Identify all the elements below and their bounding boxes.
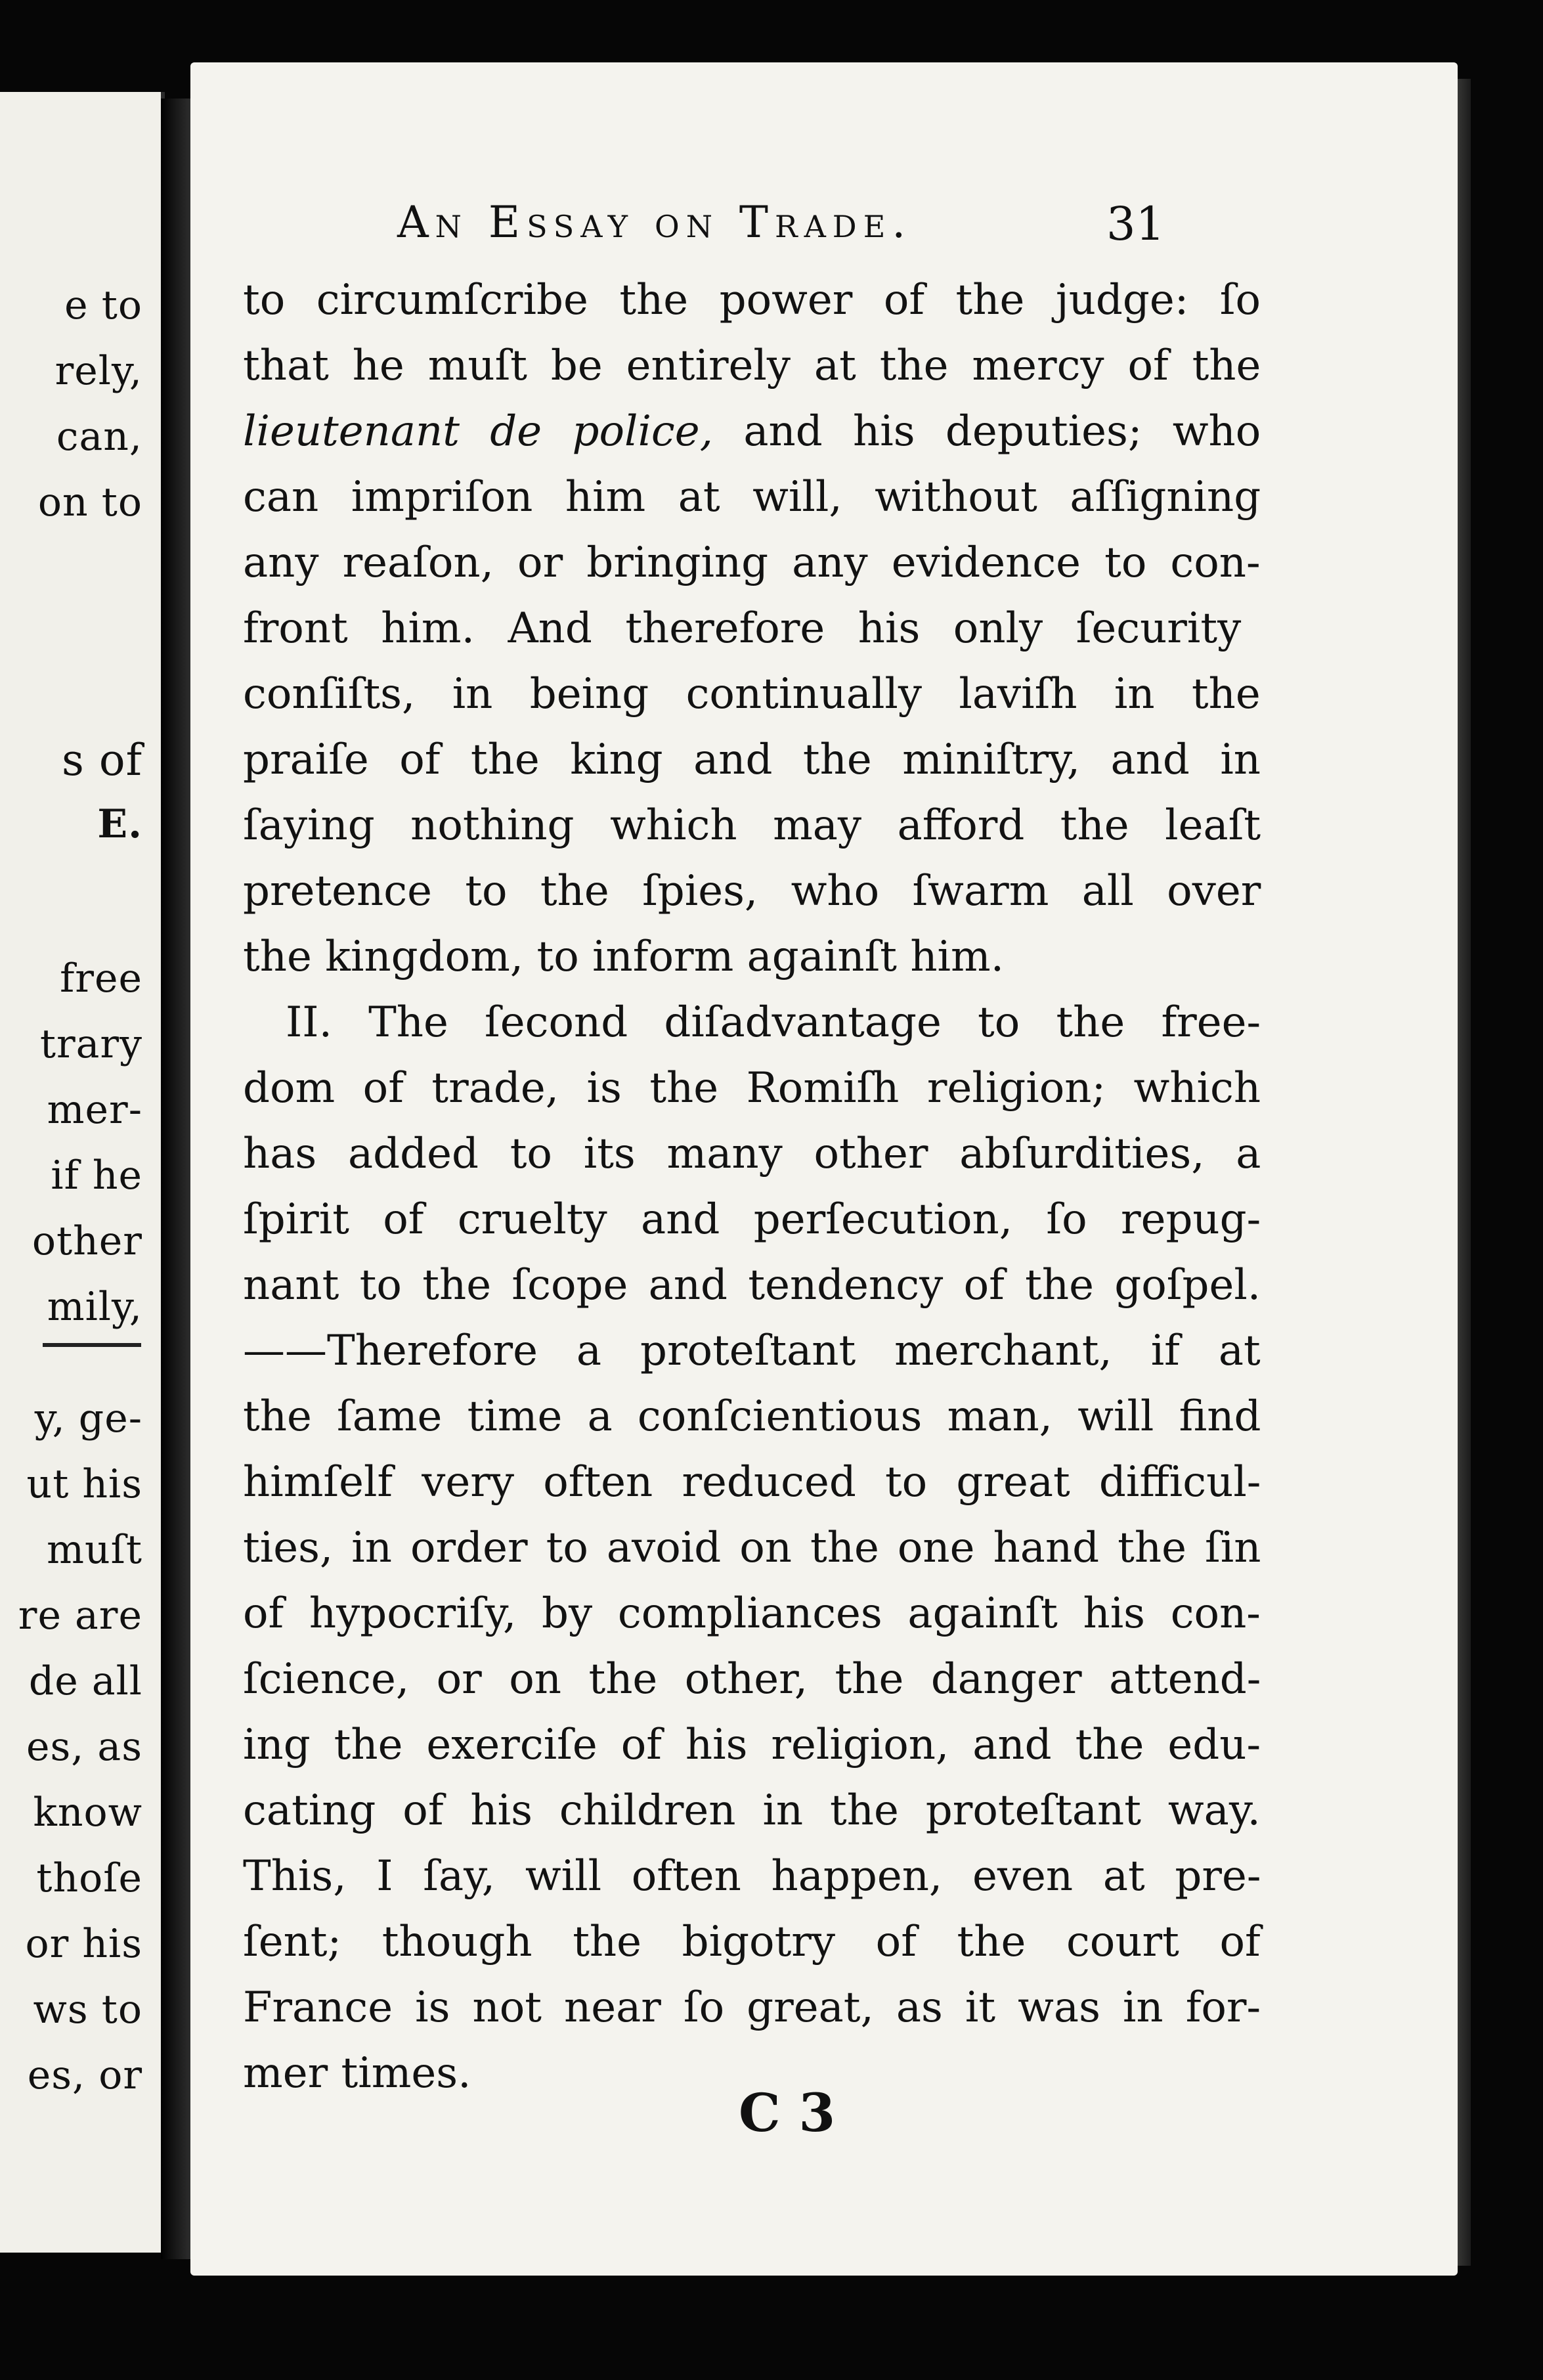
text-line [243,407,1261,456]
text-line: to circumſcribe the power of the judge: ſo [243,276,1261,324]
text-line: can impriſon him at will, without aſſigning [243,473,1261,521]
left-page-line: e to [64,282,142,328]
left-page-line: de all [28,1658,142,1704]
text-line: ſcience, or on the other, the danger attend- [243,1655,1261,1704]
page-number: 31 [1106,197,1165,251]
left-page-line: E. [97,801,142,847]
left-page-line: other [32,1218,142,1264]
left-page-line: s of [61,735,142,785]
text-line: himſelf very often reduced to great difficul- [243,1458,1261,1507]
text-line: II. The ſecond diſadvantage to the free- [286,998,1261,1047]
left-page-line: trary [39,1021,142,1067]
left-page-line: y, ge- [34,1396,142,1442]
text-line: the kingdom, to inform againſt him. [243,933,1005,981]
left-page-line: ut his [26,1461,142,1507]
text-line: of hypocriſy, by compliances againſt his con- [243,1589,1261,1638]
text-line: praiſe of the king and the miniſtry, and in [243,736,1261,784]
text-line: ——Therefore a proteſtant merchant, if at [243,1327,1261,1375]
left-page-line: re are [18,1593,142,1639]
text-line: ing the exerciſe of his religion, and the edu- [243,1721,1261,1769]
text-line: conſiſts, in being continually laviſh in the [243,670,1261,718]
text-line: ſent; though the bigotry of the court of [243,1918,1261,1966]
left-page-line: on to [37,479,142,525]
text-line: any reaſon, or bringing any evidence to con- [243,539,1261,587]
text-line: ſaying nothing which may afford the leaſt [243,801,1261,850]
left-page-line: es, or [27,2052,142,2098]
left-page-line: can, [56,414,142,460]
left-page-line: or his [25,1921,142,1967]
italic-phrase: lieutenant de police, [243,407,713,456]
text-line: has added to its many other abſurdities, a [243,1130,1261,1178]
left-page-line: ws to [33,1987,142,2033]
left-facing-page [0,92,165,2253]
left-page-line: if he [51,1153,142,1199]
signature-mark: C 3 [739,2082,836,2144]
left-page-line: muſt [47,1527,142,1573]
left-page-rule [43,1343,141,1347]
text-line: This, I ſay, will often happen, even at pre- [243,1852,1261,1901]
text-line: that he muſt be entirely at the mercy of the [243,342,1261,390]
text-line: France is not near ſo great, as it was in for- [243,1983,1261,2032]
text-line: nant to the ſcope and tendency of the goſpel. [243,1261,1261,1310]
text-line: ties, in order to avoid on the one hand the ſin [243,1524,1261,1572]
text-line: front him. And therefore his only ſecurity [243,604,1242,653]
text-line: mer times. [243,2049,471,2098]
text-line: pretence to the ſpies, who ſwarm all over [243,867,1261,915]
left-page-line: thoſe [36,1855,142,1901]
text-line: the ſame time a conſcientious man, will find [243,1392,1261,1441]
text-line: dom of trade, is the Romiſh religion; which [243,1064,1261,1113]
running-header: An Essay on Trade. [397,197,913,248]
left-page-line: know [33,1790,142,1836]
left-page-line: es, as [26,1724,142,1770]
left-page-line: mer- [47,1087,142,1133]
left-page-line: rely, [54,348,142,394]
text-segment: and his deputies; who [712,407,1261,456]
left-page-line: mily, [47,1284,142,1330]
left-page-line: free [60,956,142,1002]
text-line: cating of his children in the proteſtant way. [243,1786,1261,1835]
text-line: ſpirit of cruelty and perſecution, ſo repug- [243,1195,1261,1244]
